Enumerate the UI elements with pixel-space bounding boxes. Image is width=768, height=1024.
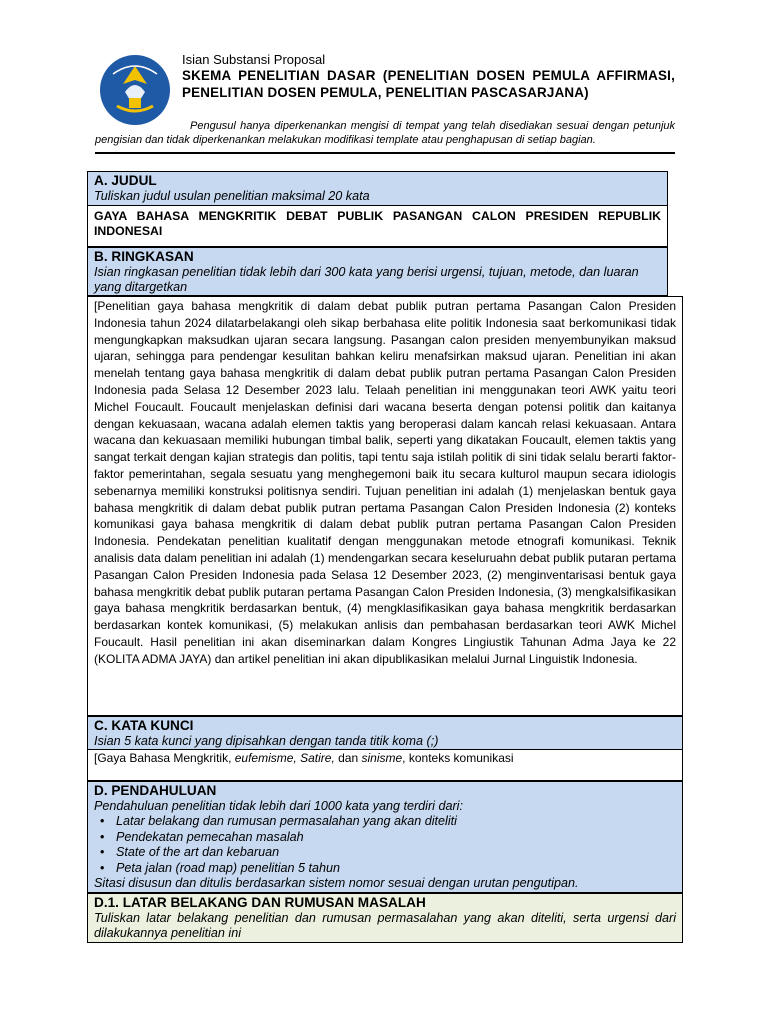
header-title: SKEMA PENELITIAN DASAR (PENELITIAN DOSEN PEMULA AFFIRMASI, PENELITIAN DOSEN PEMULA, PENELITIAN PASCASARJANA) <box>182 68 675 100</box>
pendahuluan-list <box>88 814 682 876</box>
judul-field[interactable] <box>87 205 668 247</box>
section-hint: Pendahuluan penelitian tidak lebih dari 1000 kata yang terdiri dari: <box>94 799 463 813</box>
kata-kunci-value: [Gaya Bahasa Mengkritik, eufemisme, Satire, dan sinisme, konteks komunikasi <box>94 751 514 765</box>
header-subtitle: Isian Substansi Proposal <box>182 52 326 67</box>
section-footer-note: Sitasi disusun dan ditulis berdasarkan sistem nomor sesuai dengan urutan pengutipan. <box>94 876 579 891</box>
list-item: • Peta jalan (road map) penelitian 5 tahun <box>100 861 682 877</box>
section-hint: Isian 5 kata kunci yang dipisahkan dengan tanda titik koma (;) <box>94 734 439 748</box>
section-title: B. RINGKASAN <box>94 249 194 264</box>
section-hint: Tuliskan latar belakang penelitian dan rumusan permasalahan yang akan diteliti, serta urgensi dari dilakukannya penelitian ini <box>94 911 676 940</box>
header-divider <box>95 152 675 154</box>
section-title: A. JUDUL <box>94 173 157 188</box>
list-item: • Pendekatan pemecahan masalah <box>100 830 682 846</box>
kata-kunci-field[interactable] <box>87 749 683 781</box>
list-item: • Latar belakang dan rumusan permasalahan yang akan diteliti <box>100 814 682 830</box>
section-pendahuluan-header <box>87 781 683 893</box>
ringkasan-value: [Penelitian gaya bahasa mengkritik di dalam debat publik putran pertama Pasangan Calon Presiden Indonesia tahun 2024 dilatarbelakangi oleh sikap berbahasa elite politik Indonesia saat berkomunikasi tidak mengungkapkan maksudkan ujaran secara langsung. Pasangan calon presiden menyembunyikan maksud ujaran, sehingga para pendengar kesulitan bahkan keliru menafsirkan maksud ujaran. Penelitian ini akan menelah tentang gaya bahasa mengkritik di dalam debat publik putran pertama Pasangan Calon Presiden Indonesia pada Selasa 12 Desember 2023 lalu. Telaah penelitian ini menggunakan teori AWK yaitu teori Michel Foucault. Foucault menjelaskan definisi dari wacana beserta dengan potensi politik dan kaitanya dengan kekuasaan, wacana adalah elemen taktis yang beroperasi dalam kancah relasi kekuasaan. Antara wacana dan kekuasaan memiliki hubungan timbal balik, seperti yang dikatakan Foucault, elemen taktis yang sangat terkait dengan kajian strategis dan politis, tapi tentu saja istilah politik di sini tidak selalu berarti faktor-faktor pemerintahan, segala sesuatu yang menghegemoni baik itu secara kulturol maupun secara idiologis sebenarnya memiliki konstruksi politisnya sendiri. Tujuan penelitian ini adalah (1) menjelaskan bentuk gaya bahasa mengkritik di dalam debat publik putran pertama Pasangan Calon Presiden Indonesia (2) konteks komunikasi gaya bahasa mengkritik di dalam debat publik putran pertama Pasangan Calon Presiden Indonesia. Pendekatan penelitian kualitatif dengan menggunakan metode etnografi komunikasi. Teknik analisis data dalam penelitian ini adalah (1) mendengarkan secara keseluruahn debat publik putaran pertama Pasangan Calon Presiden Indonesia pada Selasa 12 Desember 2023, (2) menginventarisasi bentuk gaya bahasa mengkritik debat publik putaran pertama Pasangan Calon Presiden Indonesia, (3) mengkalsifikasikan gaya bahasa mengkritik berdasarkan bentuk, (4) mengklasifikasikan gaya bahasa mengkritik berdasarkan berdasarkan kontek komunikasi, (5) melakukan anlisis dan pembahasan berdasarkan teori AWK Michel Foucault. Hasil penelitian ini akan diseminarkan dalam Kongres Lingiustik Tahunan Adma Jaya ke 22 (KOLITA ADMA JAYA) dan artikel penelitian ini akan dipublikasikan melalui Jurnal Linguistik Indonesia. <box>94 299 676 666</box>
section-title: D. PENDAHULUAN <box>94 783 217 798</box>
tut-wuri-handayani-logo <box>95 54 175 126</box>
section-hint: Tuliskan judul usulan penelitian maksimal 20 kata <box>94 189 370 203</box>
section-judul-header <box>87 171 668 206</box>
judul-value: GAYA BAHASA MENGKRITIK DEBAT PUBLIK PASANGAN CALON PRESIDEN REPUBLIK INDONESAI <box>94 209 661 238</box>
section-hint: Isian ringkasan penelitian tidak lebih dari 300 kata yang berisi urgensi, tujuan, metode, dan luaran yang ditargetkan <box>94 265 639 294</box>
section-kata-kunci-header <box>87 716 683 750</box>
section-ringkasan-header <box>87 247 668 296</box>
section-title: D.1. LATAR BELAKANG DAN RUMUSAN MASALAH <box>94 895 426 910</box>
list-item: • State of the art dan kebaruan <box>100 845 682 861</box>
ringkasan-field[interactable] <box>87 296 683 716</box>
section-title: C. KATA KUNCI <box>94 718 194 733</box>
section-latar-header <box>87 893 683 943</box>
header-note: Pengusul hanya diperkenankan mengisi di tempat yang telah disediakan sesuai dengan petunjuk pengisian dan tidak diperkenankan melakukan modifikasi template atau penghapusan di setiap bagian. <box>95 120 675 146</box>
